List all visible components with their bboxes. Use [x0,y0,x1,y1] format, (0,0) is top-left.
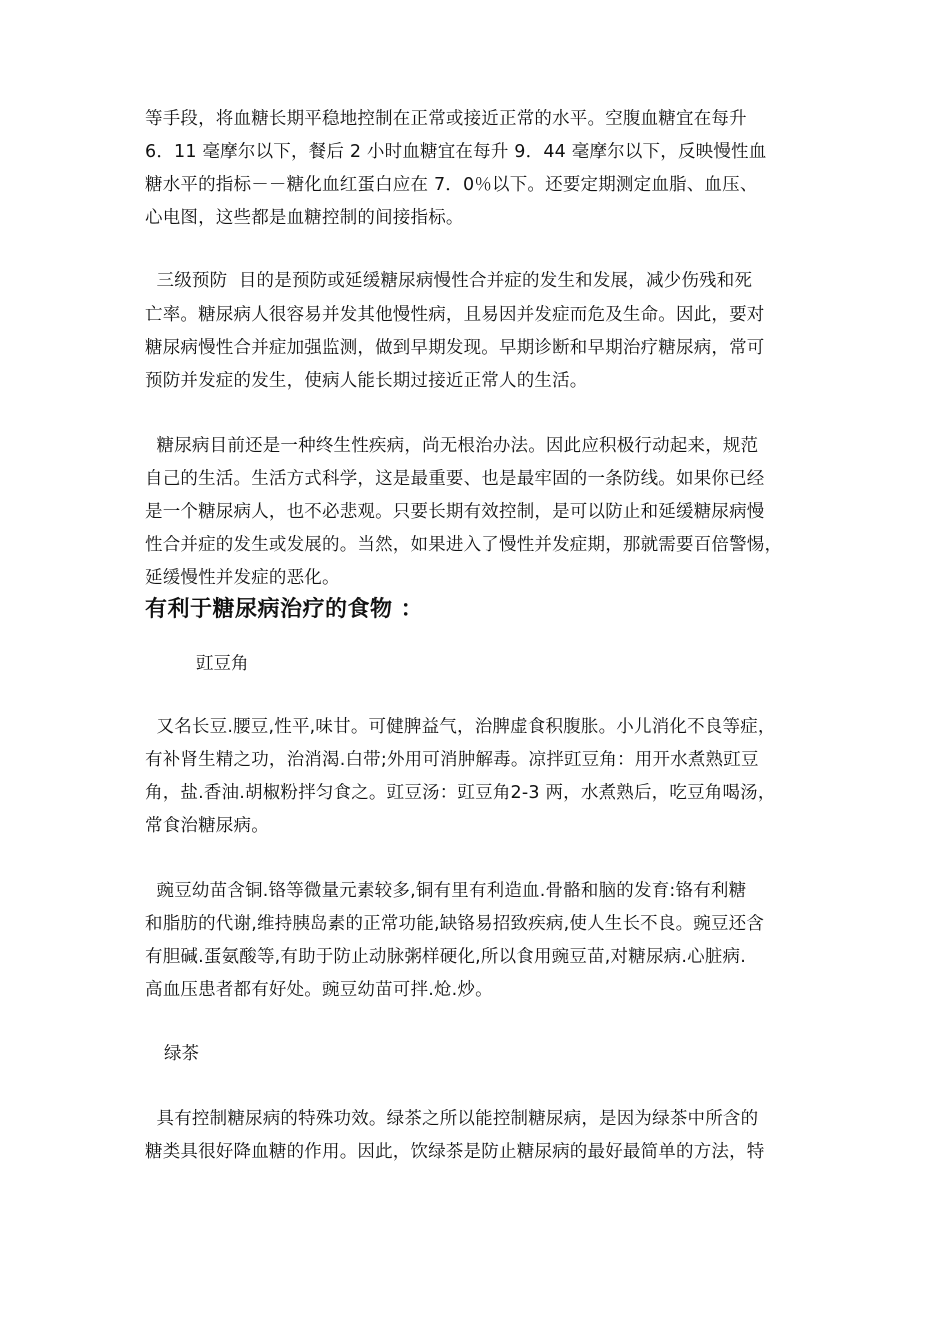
paragraph-line: 糖尿病目前还是一种终生性疾病，尚无根治办法。因此应积极行动起来，规范 [145,436,759,456]
food-line: 豌豆幼苗含铜.铬等微量元素较多,铜有里有利造血.骨骼和脑的发育:铬有利糖 [145,881,747,901]
food-line: 有补肾生精之功，治消渴.白带;外用可消肿解毒。凉拌豇豆角：用开水煮熟豇豆 [145,750,759,770]
food-line: 高血压患者都有好处。豌豆幼苗可拌.炝.炒。 [145,980,493,1000]
paragraph-line: 等手段，将血糖长期平稳地控制在正常或接近正常的水平。空腹血糖宜在每升 [145,109,747,129]
paragraph-line: 糖尿病慢性合并症加强监测，做到早期发现。早期诊断和早期治疗糖尿病，常可 [145,338,765,358]
section-heading: 有利于糖尿病治疗的食物 ： [145,597,424,622]
paragraph-line: 6．11 毫摩尔以下，餐后 2 小时血糖宜在每升 9．44 毫摩尔以下，反映慢性血 [145,142,767,162]
food-title: 绿茶 [164,1044,199,1064]
food-line: 糖类具很好降血糖的作用。因此，饮绿茶是防止糖尿病的最好最简单的方法，特 [145,1142,765,1162]
paragraph-line: 亡率。糖尿病人很容易并发其他慢性病，且易因并发症而危及生命。因此，要对 [145,305,765,325]
paragraph-line: 性合并症的发生或发展的。当然，如果进入了慢性并发症期，那就需要百倍警惕， [145,535,783,555]
food-line: 和脂肪的代谢,维持胰岛素的正常功能,缺铬易招致疾病,使人生长不良。豌豆还含 [145,914,765,934]
paragraph-line: 心电图，这些都是血糖控制的间接指标。 [145,208,464,228]
food-line: 角，盐.香油.胡椒粉拌匀食之。豇豆汤：豇豆角2-3 两，水煮熟后，吃豆角喝汤， [145,783,776,803]
food-line: 具有控制糖尿病的特殊功效。绿茶之所以能控制糖尿病，是因为绿茶中所含的 [145,1109,759,1129]
paragraph-line: 预防并发症的发生，使病人能长期过接近正常人的生活。 [145,371,588,391]
paragraph-line: 是一个糖尿病人，也不必悲观。只要长期有效控制，是可以防止和延缓糖尿病慢 [145,502,765,522]
paragraph-line: 延缓慢性并发症的恶化。 [145,568,340,588]
food-title: 豇豆角 [196,654,249,674]
paragraph-line: 三级预防 目的是预防或延缓糖尿病慢性合并症的发生和发展，减少伤残和死 [145,271,753,291]
paragraph-line: 糖水平的指标－－糖化血红蛋白应在 7．0％以下。还要定期测定血脂、血压、 [145,175,758,195]
food-line: 常食治糖尿病。 [145,816,269,836]
food-line: 又名长豆.腰豆,性平,味甘。可健脾益气，治脾虚食积腹胀。小儿消化不良等症， [145,717,776,737]
food-line: 有胆碱.蛋氨酸等,有助于防止动脉粥样硬化,所以食用豌豆苗,对糖尿病.心脏病. [145,947,746,967]
paragraph-line: 自己的生活。生活方式科学，这是最重要、也是最牢固的一条防线。如果你已经 [145,469,765,489]
